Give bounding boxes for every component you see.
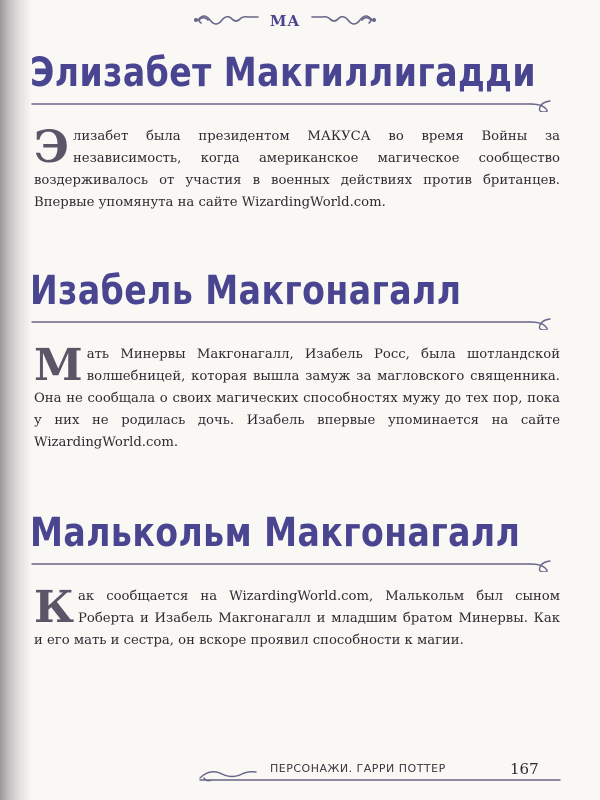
title-rule — [30, 558, 560, 572]
entry-body: ать Минервы Макгонагалл, Изабель Росс, была шотландской волшебницей, которая вышла замуж за магловского священника. Она не сообщала о своих магических способностях мужу до тех пор, пока у них не родилась дочь. Изабель впервые упоминается на сайте WizardingWorld.com. — [34, 347, 560, 450]
section-code: MA — [266, 12, 304, 30]
rule-flourish-icon — [30, 98, 560, 112]
entry-text — [34, 122, 560, 214]
running-title: ПЕРСОНАЖИ. ГАРРИ ПОТТЕР — [270, 762, 446, 775]
entry-title: Элизабет Макгиллигадди — [30, 50, 537, 96]
entry-isabel — [30, 268, 560, 454]
entry-text — [34, 340, 560, 454]
entry-elizabeth — [30, 50, 560, 214]
entry-body: ак сообщается на WizardingWorld.com, Малькольм был сыном Роберта и Изабель Макгонагалл и младшим братом Минервы. Как и его мать и сестра, он вскоре проявил способности к магии. — [34, 589, 560, 648]
page-number: 167 — [510, 760, 539, 778]
header-ornament — [190, 6, 380, 32]
title-rule — [30, 316, 560, 330]
entry-body: лизабет была президентом МАКУСА во время Войны за независимость, когда американское магическое сообщество воздерживалось от участия в военных действиях против британцев. Впервые упомянута на сайте WizardingWorld.com. — [34, 129, 560, 210]
title-rule — [30, 98, 560, 112]
drop-cap: Э — [34, 122, 69, 173]
drop-cap: М — [34, 340, 83, 391]
drop-cap: К — [34, 582, 75, 633]
entry-malcolm — [30, 510, 560, 652]
book-spine-shadow — [0, 0, 30, 800]
rule-flourish-icon — [30, 558, 560, 572]
entry-title: Малькольм Макгонагалл — [30, 510, 521, 556]
entry-text — [34, 582, 560, 652]
page-footer — [190, 758, 570, 788]
entry-title: Изабель Макгонагалл — [30, 268, 462, 314]
rule-flourish-icon — [30, 316, 560, 330]
